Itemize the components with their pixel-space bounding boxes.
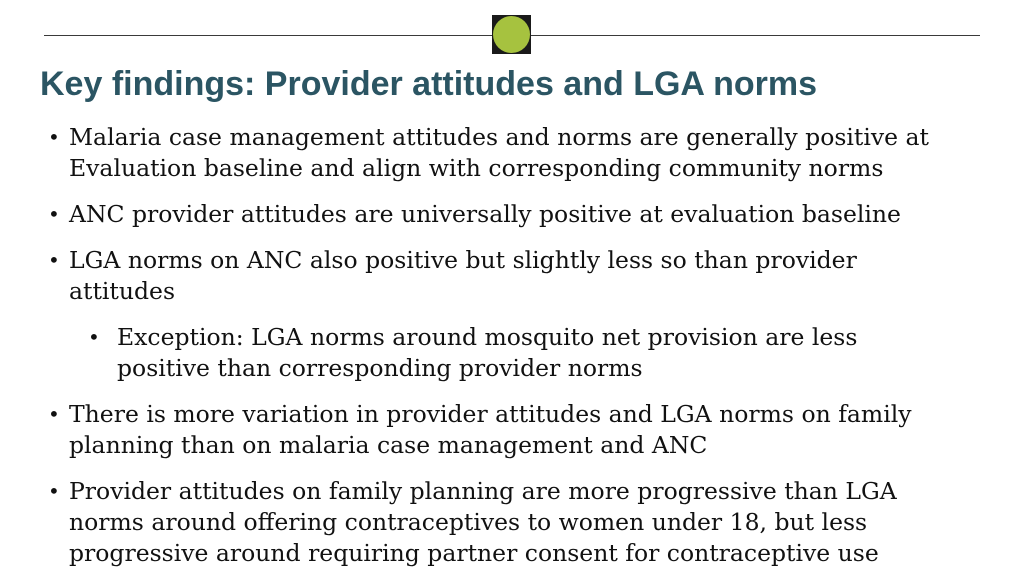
slide-title: Key findings: Provider attitudes and LGA norms bbox=[40, 65, 818, 103]
bullet-marker: • bbox=[48, 402, 60, 426]
sub-bullet-text: Exception: LGA norms around mosquito net provision are less positive than corresponding provider norms bbox=[117, 323, 858, 382]
bullet-item bbox=[0, 399, 939, 461]
bullet-text: Provider attitudes on family planning are more progressive than LGA norms around offering contraceptives to women under 18, but less progressive around requiring partner consent for contraceptive use bbox=[69, 477, 897, 567]
bullet-list bbox=[0, 122, 1024, 575]
bullet-text: LGA norms on ANC also positive but slightly less so than provider attitudes bbox=[69, 246, 857, 305]
bullet-item bbox=[0, 476, 939, 569]
bullet-text: ANC provider attitudes are universally positive at evaluation baseline bbox=[69, 200, 901, 228]
bullet-marker: • bbox=[48, 202, 60, 226]
bullet-text: Malaria case management attitudes and norms are generally positive at Evaluation baseline and align with corresponding community norms bbox=[69, 123, 929, 182]
bullet-item bbox=[0, 199, 939, 230]
bullet-marker: • bbox=[48, 479, 60, 503]
sub-bullet-item bbox=[0, 322, 907, 384]
bullet-text: There is more variation in provider attitudes and LGA norms on family planning than on malaria case management and ANC bbox=[69, 400, 912, 459]
bullet-marker: • bbox=[88, 325, 100, 349]
bullet-item bbox=[0, 245, 939, 307]
bullet-item bbox=[0, 122, 939, 184]
slide-emblem-icon bbox=[492, 15, 531, 54]
green-circle-icon bbox=[493, 16, 530, 53]
bullet-marker: • bbox=[48, 248, 60, 272]
bullet-marker: • bbox=[48, 125, 60, 149]
